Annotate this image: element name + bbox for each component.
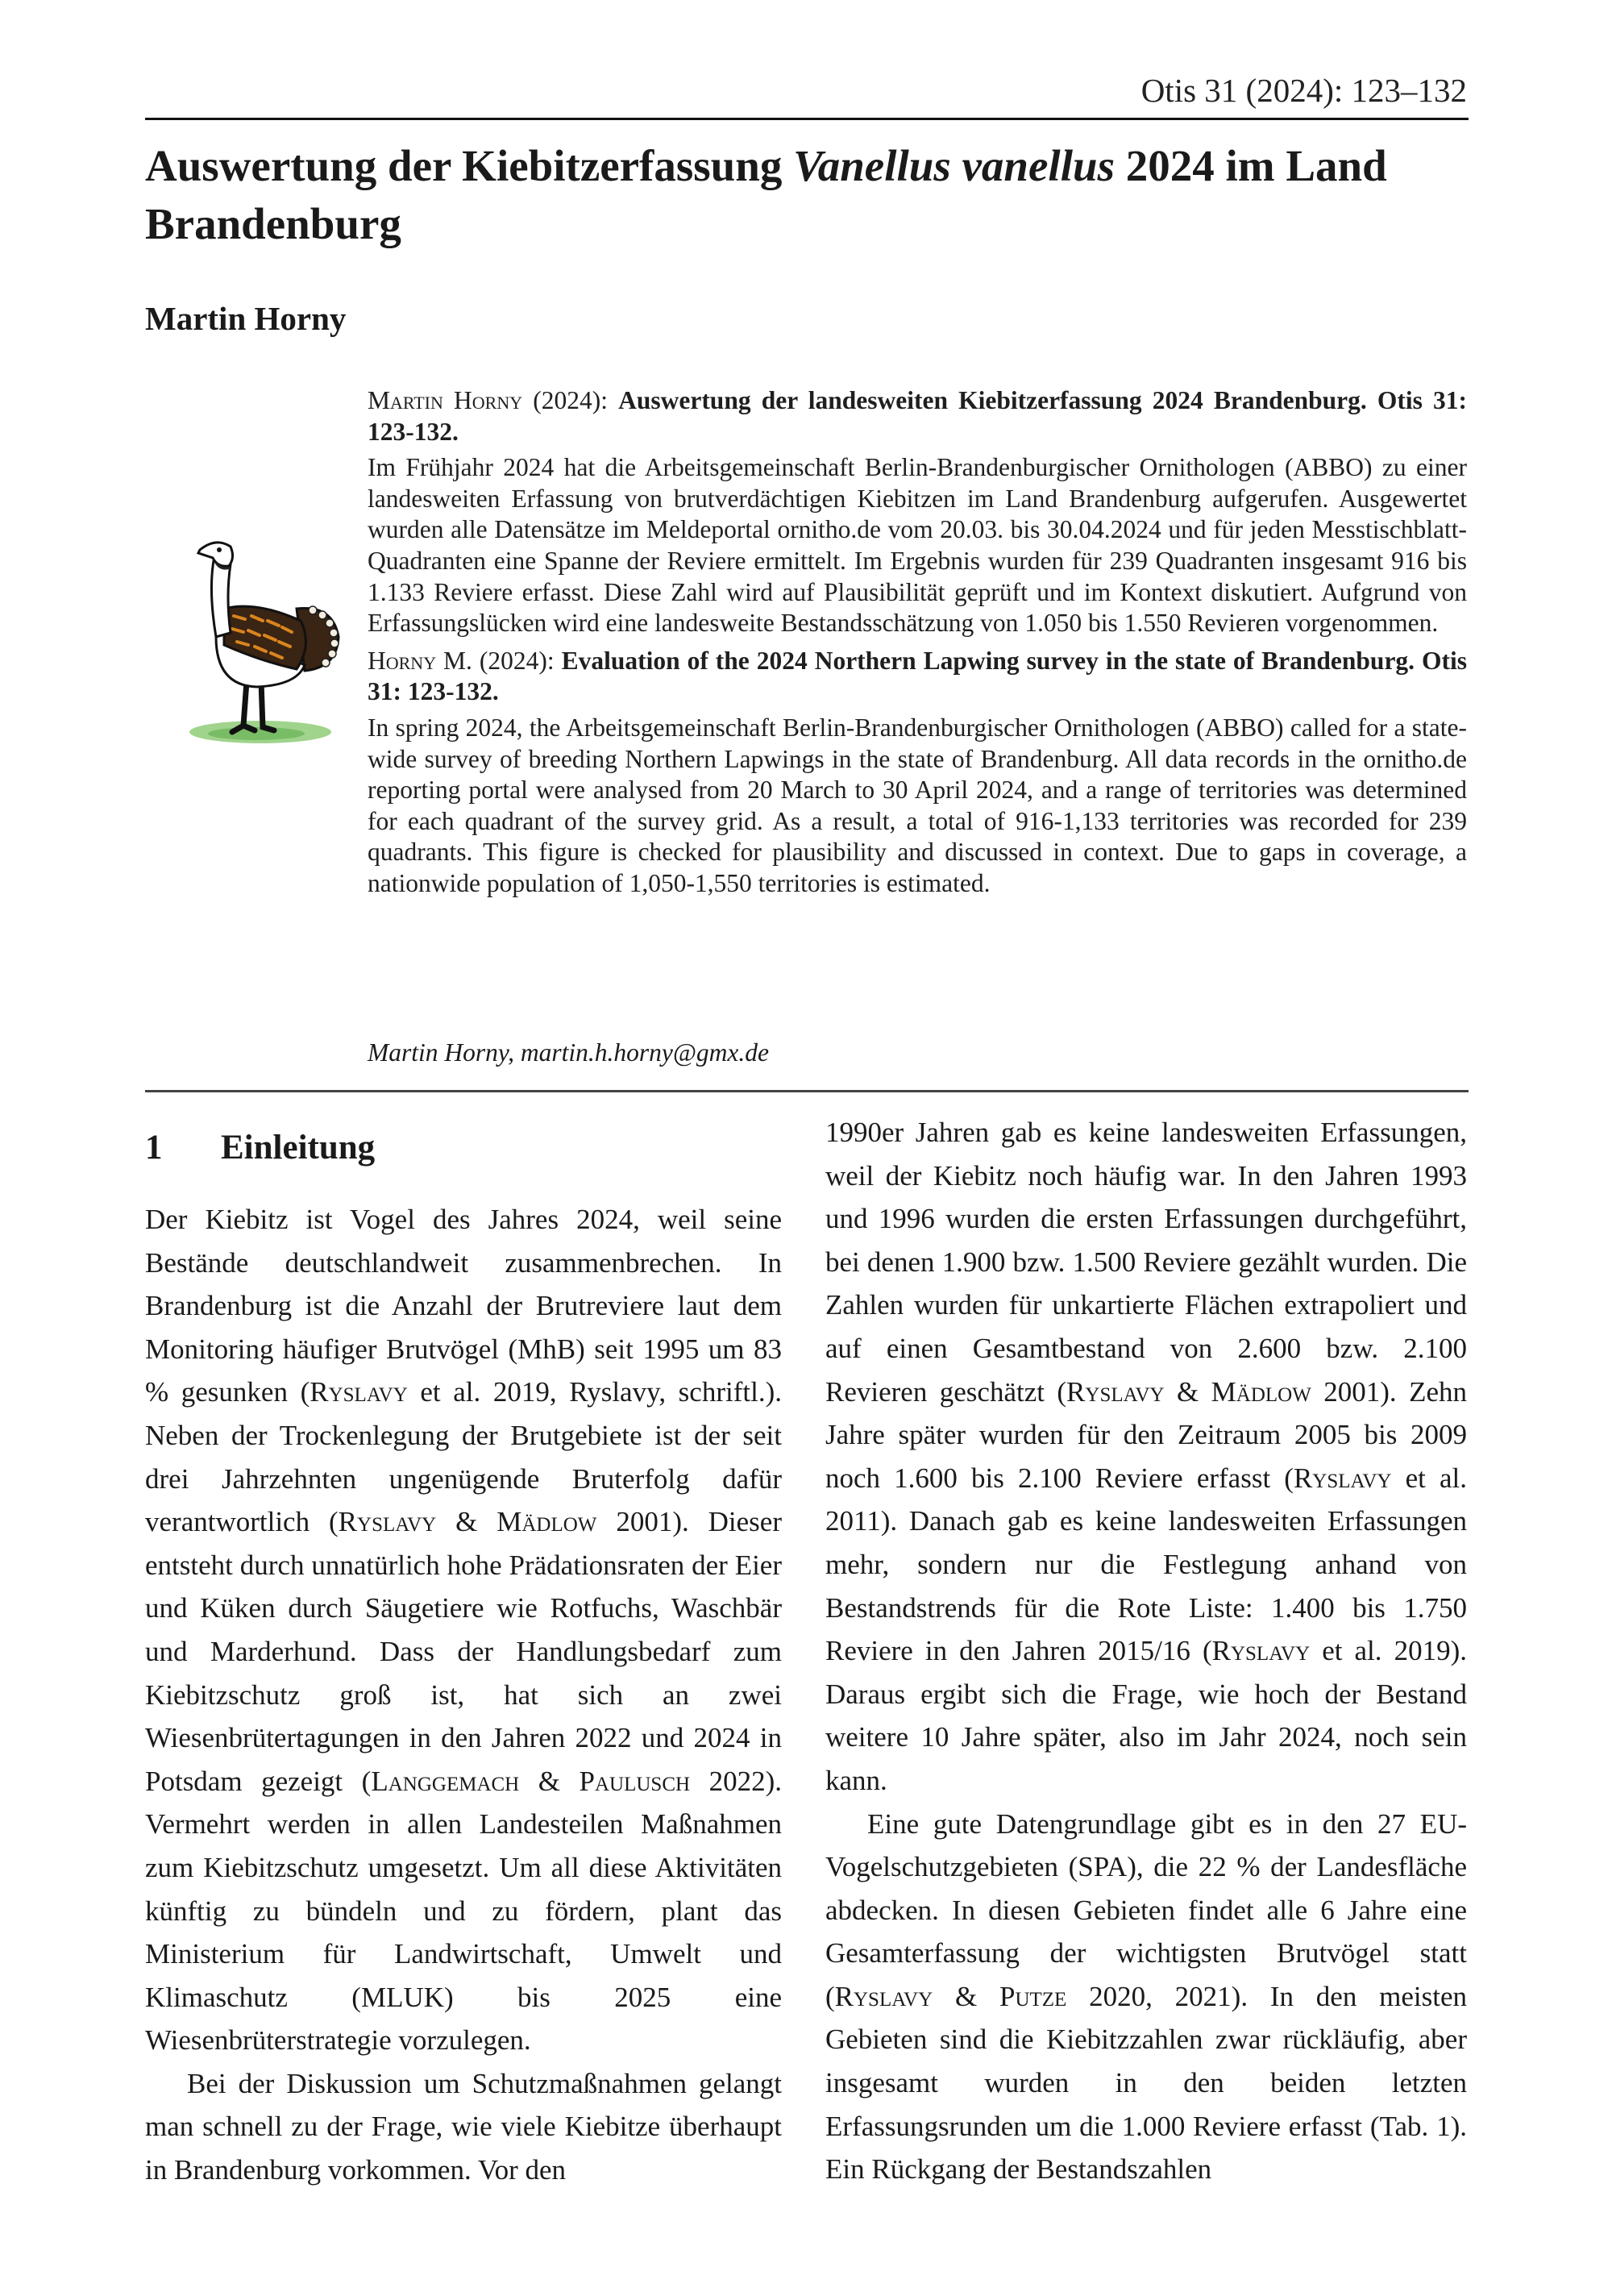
text-run: 2022). Vermehrt werden in allen Landesteilen Maßnahmen zum Kiebitzschutz umgesetzt. Um all diese Aktivitäten künftig zu bündeln und zu fördern, plant das Ministerium für Landwirtschaft, Umwelt und Klimaschutz (MLUK) bis 2025 eine Wiesenbrüterstrategie vorzulegen. bbox=[145, 1765, 782, 2057]
body-paragraph bbox=[825, 1803, 1467, 2191]
abstract-block bbox=[368, 385, 1467, 906]
abstract-de-citation bbox=[368, 385, 1467, 447]
section-number: 1 bbox=[145, 1129, 163, 1167]
citation-author: Ryslavy bbox=[1293, 1462, 1392, 1494]
body-column-left bbox=[145, 1198, 782, 2192]
text-run: & bbox=[436, 1506, 497, 1538]
abstract-en-citation bbox=[368, 646, 1467, 708]
text-run: 1990er Jahren gab es keine landesweiten Erfassungen, weil der Kiebitz noch häufig war. In den Jahren 1993 und 1996 wurden die ersten Erfassungen durchgeführt, bei denen 1.900 bzw. 1.500 Reviere gezählt wurden. Die Zahlen wurden für unkartierte Flächen extrapoliert und auf einen Gesamtbestand von 2.600 bzw. 2.100 Revieren geschätzt ( bbox=[825, 1117, 1467, 1408]
abstract-en-cite-author: Horny M. bbox=[368, 646, 472, 675]
text-run: et al. 2011). Danach gab es keine landesweiten Erfassungen mehr, sondern nur die Festlegung anhand von Bestandstrends für die Rote Liste: 1.400 bis 1.750 Reviere in den Jahren 2015/16 ( bbox=[825, 1462, 1467, 1667]
bustard-bird-icon bbox=[184, 532, 361, 750]
abstract-divider bbox=[145, 1090, 1469, 1092]
section-title: Einleitung bbox=[221, 1129, 376, 1167]
citation-author: Mädlow bbox=[1211, 1375, 1311, 1408]
abstract-de-cite-title: Auswertung der landesweiten Kiebitzerfassung 2024 Brandenburg. Otis 31: 123-132. bbox=[368, 386, 1467, 446]
title-part-1: Auswertung der Kiebitzerfassung bbox=[145, 141, 794, 190]
article-title bbox=[145, 137, 1467, 253]
text-run: et al. 2019, Ryslavy, schriftl.). Neben der Trockenlegung der Brutgebiete ist der seit drei Jahrzehnten ungenügende Bruterfolg dafür verantwortlich ( bbox=[145, 1376, 782, 1538]
abstract-de-text: Im Frühjahr 2024 hat die Arbeitsgemeinschaft Berlin-Brandenburgischer Ornithologen (ABBO) zu einer landesweiten Erfassung von brutverdächtigen Kiebitzen im Land Brandenburg aufgerufen. Ausgewertet wurden alle Datensätze im Meldeportal ornitho.de vom 20.03. bis 30.04.2024 und für jeden Messtischblatt-Quadranten eine Spanne der Reviere ermittelt. Im Ergebnis wurden für 239 Quadranten insgesamt 916 bis 1.133 Reviere erfasst. Diese Zahl wird auf Plausibilität geprüft und im Kontext diskutiert. Aufgrund von Erfassungslücken wird eine landesweite Bestandsschätzung von 1.050 bis 1.550 Revieren vorgenommen. bbox=[368, 453, 1467, 638]
citation-author: Ryslavy bbox=[1066, 1375, 1165, 1408]
text-run: Eine gute Datengrundlage gibt es in den 27 EU-Vogelschutzgebieten (SPA), die 22 % der Landesfläche abdecken. In diesen Gebieten findet alle 6 Jahre eine Gesamterfassung der wichtigsten Brutvögel statt ( bbox=[825, 1807, 1467, 2012]
citation-author: Mädlow bbox=[496, 1506, 597, 1538]
body-column-right bbox=[825, 1111, 1467, 2191]
body-paragraph: Bei der Diskussion um Schutzmaßnahmen gelangt man schnell zu der Frage, wie viele Kiebitze überhaupt in Brandenburg vorkommen. Vor den bbox=[145, 2067, 782, 2186]
abstract-en-text: In spring 2024, the Arbeitsgemeinschaft Berlin-Brandenburgischer Ornithologen (ABBO) called for a state-wide survey of breeding Northern Lapwings in the state of Brandenburg. All data records in the ornitho.de reporting portal were analysed from 20 March to 30 April 2024, and a range of territories was determined for each quadrant of the survey grid. As a result, a total of 916-1,133 territories was recorded for 239 quadrants. This figure is checked for plausibility and discussed in context. Due to gaps in coverage, a nationwide population of 1,050-1,550 territories is estimated. bbox=[368, 713, 1467, 897]
body-paragraph bbox=[145, 1198, 782, 2062]
author-contact: Martin Horny, martin.h.horny@gmx.de bbox=[368, 1038, 769, 1067]
citation-author: Langgemach bbox=[371, 1765, 520, 1797]
text-run: & bbox=[519, 1765, 580, 1797]
title-species: Vanellus vanellus bbox=[793, 141, 1115, 190]
title-part-2: 2024 im Land Brandenburg bbox=[145, 141, 1387, 248]
text-run: & bbox=[933, 1980, 999, 2012]
section-heading bbox=[145, 1125, 375, 1171]
text-run: 2020, 2021). In den meisten Gebieten sind die Kiebitzzahlen zwar rückläufig, aber insgesamt wurden in den beiden letzten Erfassungsrunden um die 1.000 Reviere erfasst (Tab. 1). Ein Rückgang der Bestandszahlen bbox=[825, 1980, 1467, 2186]
text-run: Der Kiebitz ist Vogel des Jahres 2024, weil seine Bestände deutschlandweit zusammenbrechen. In Brandenburg ist die Anzahl der Brutreviere laut dem Monitoring häufiger Brutvögel (MhB) seit 1995 um 83 % gesunken ( bbox=[145, 1204, 782, 1408]
header-rule bbox=[145, 118, 1469, 120]
text-run: et al. 2019). Daraus ergibt sich die Frage, wie hoch der Bestand weitere 10 Jahre später, also im Jahr 2024, noch sein kann. bbox=[825, 1635, 1467, 1796]
citation-author: Ryslavy bbox=[338, 1506, 437, 1538]
text-run: 2001). Zehn Jahre später wurden für den Zeitraum 2005 bis 2009 noch 1.600 bis 2.100 Reviere erfasst ( bbox=[825, 1375, 1467, 1494]
text-run: & bbox=[1164, 1375, 1211, 1408]
author-name: Martin Horny bbox=[145, 300, 347, 337]
abstract-de-cite-author: Martin Horny bbox=[368, 386, 523, 414]
body-paragraph bbox=[825, 1111, 1467, 1803]
citation-author: Putze bbox=[999, 1980, 1067, 2012]
abstract-de-cite-year: (2024): bbox=[522, 386, 619, 414]
citation-author: Ryslavy bbox=[310, 1376, 408, 1408]
running-head: Otis 31 (2024): 123–132 bbox=[1140, 72, 1467, 109]
abstract-en-cite-title: Evaluation of the 2024 Northern Lapwing survey in the state of Brandenburg. Otis 31: 123-132. bbox=[368, 646, 1468, 706]
bustard-illustration bbox=[184, 532, 361, 750]
text-run: 2001). Dieser entsteht durch unnatürlich hohe Prädationsraten der Eier und Küken durch Säugetiere wie Rotfuchs, Waschbär und Marderhund. Dass der Handlungsbedarf zum Kiebitzschutz groß ist, hat sich an zwei Wiesenbrütertagungen in den Jahren 2022 und 2024 in Potsdam gezeigt ( bbox=[145, 1506, 782, 1797]
citation-author: Ryslavy bbox=[1211, 1635, 1311, 1667]
abstract-en-cite-year: (2024): bbox=[472, 646, 562, 675]
citation-author: Ryslavy bbox=[834, 1980, 933, 2012]
citation-author: Paulusch bbox=[579, 1765, 691, 1797]
